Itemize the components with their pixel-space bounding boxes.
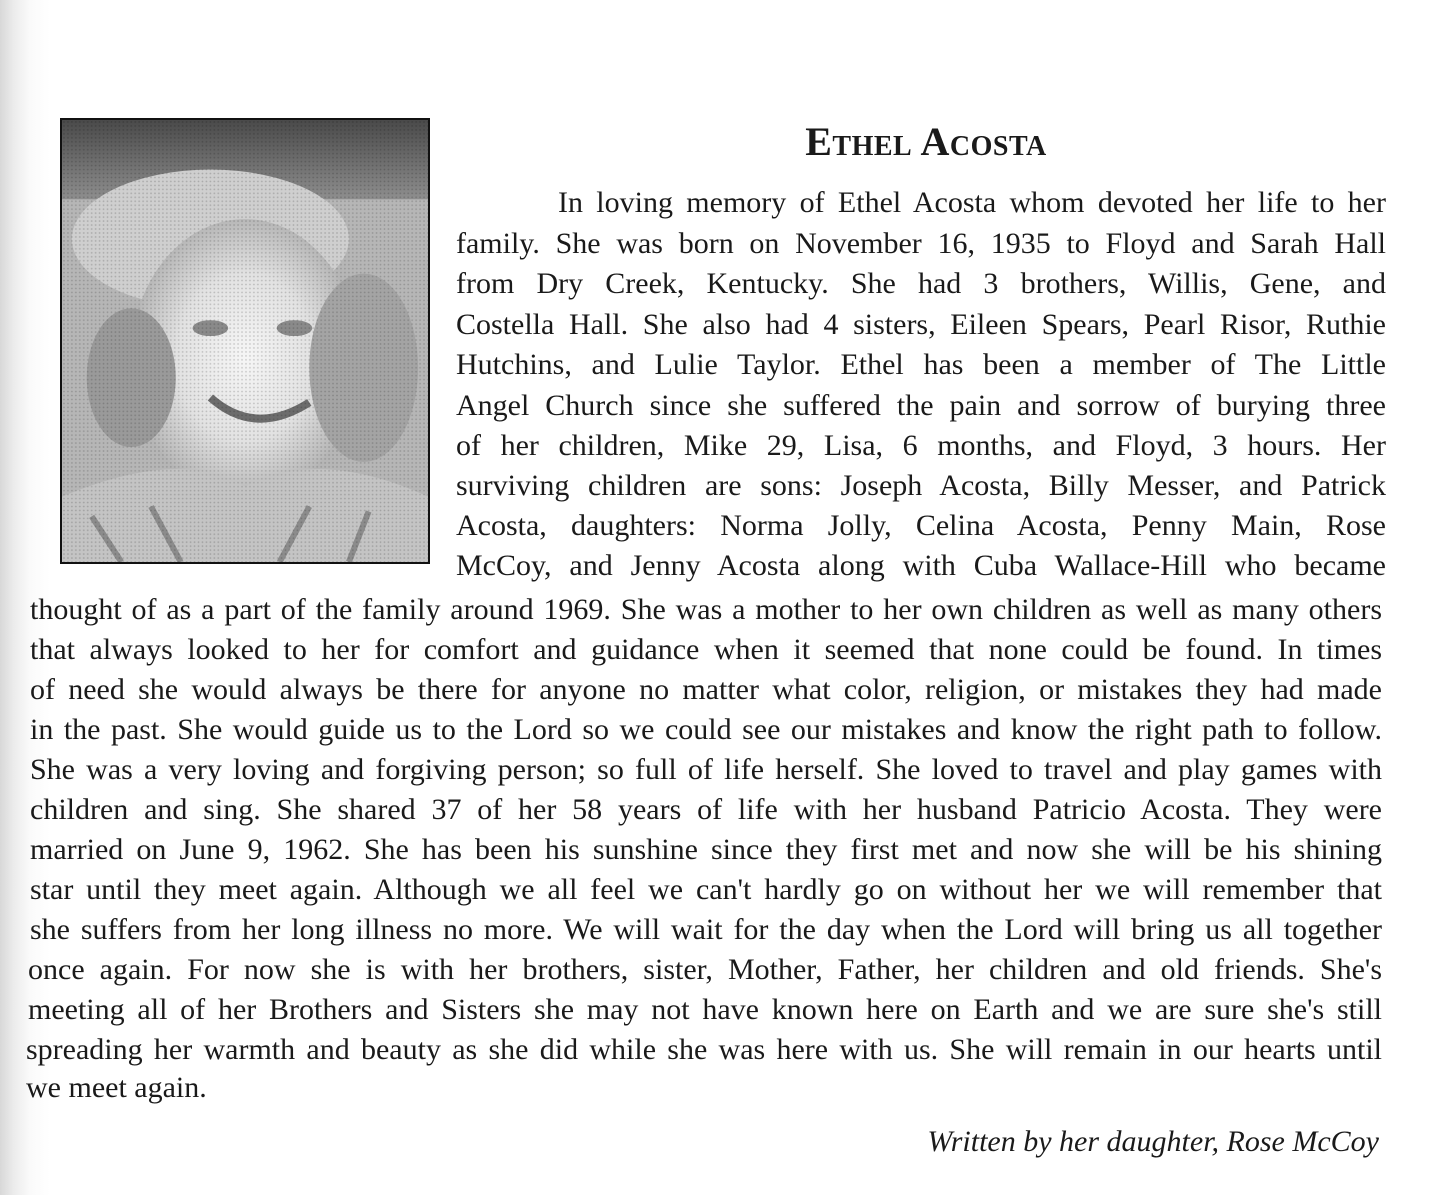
body-line: surviving children are sons: Joseph Acosta, Billy Messer, and Patrick [456,469,1386,502]
body-line: meeting all of her Brothers and Sisters she may not have known here on Earth and we are sure she's still [28,993,1382,1026]
portrait-image [62,120,428,562]
body-line: McCoy, and Jenny Acosta along with Cuba Wallace-Hill who became [456,549,1386,582]
body-line: spreading her warmth and beauty as she did while she was here with us. She will remain in our hearts until [26,1033,1382,1066]
body-line: once again. For now she is with her brothers, sister, Mother, Father, her children and old friends. She's [28,953,1382,986]
body-line: married on June 9, 1962. She has been his sunshine since they first met and now she will be his shining [30,833,1382,866]
body-line: Acosta, daughters: Norma Jolly, Celina Acosta, Penny Main, Rose [456,509,1386,542]
body-line: Angel Church since she suffered the pain and sorrow of burying three [456,389,1386,422]
body-line: we meet again. [26,1071,207,1104]
body-line: In loving memory of Ethel Acosta whom devoted her life to her [558,186,1386,219]
body-line: she suffers from her long illness no more. We will wait for the day when the Lord will bring us all together [30,913,1382,946]
body-line: Costella Hall. She also had 4 sisters, Eileen Spears, Pearl Risor, Ruthie [456,308,1386,341]
body-line: of need she would always be there for anyone no matter what color, religion, or mistakes they had made [30,673,1382,706]
body-line: children and sing. She shared 37 of her 58 years of life with her husband Patricio Acosta. They were [30,793,1382,826]
body-line: from Dry Creek, Kentucky. She had 3 brothers, Willis, Gene, and [456,267,1386,300]
body-line: Hutchins, and Lulie Taylor. Ethel has been a member of The Little [456,348,1386,381]
body-line: that always looked to her for comfort and guidance when it seemed that none could be found. In times [30,633,1382,666]
author-signature: Written by her daughter, Rose McCoy [927,1125,1379,1158]
portrait-photo [60,118,430,564]
body-line: star until they meet again. Although we all feel we can't hardly go on without her we will remember that [30,873,1382,906]
body-line: in the past. She would guide us to the Lord so we could see our mistakes and know the right path to follow. [30,713,1382,746]
article-title: Ethel Acosta [805,119,1047,164]
body-line: She was a very loving and forgiving person; so full of life herself. She loved to travel and play games with [30,753,1382,786]
body-line: thought of as a part of the family around 1969. She was a mother to her own children as well as many others [30,593,1382,626]
body-line: family. She was born on November 16, 1935 to Floyd and Sarah Hall [456,227,1386,260]
body-line: of her children, Mike 29, Lisa, 6 months, and Floyd, 3 hours. Her [456,429,1386,462]
